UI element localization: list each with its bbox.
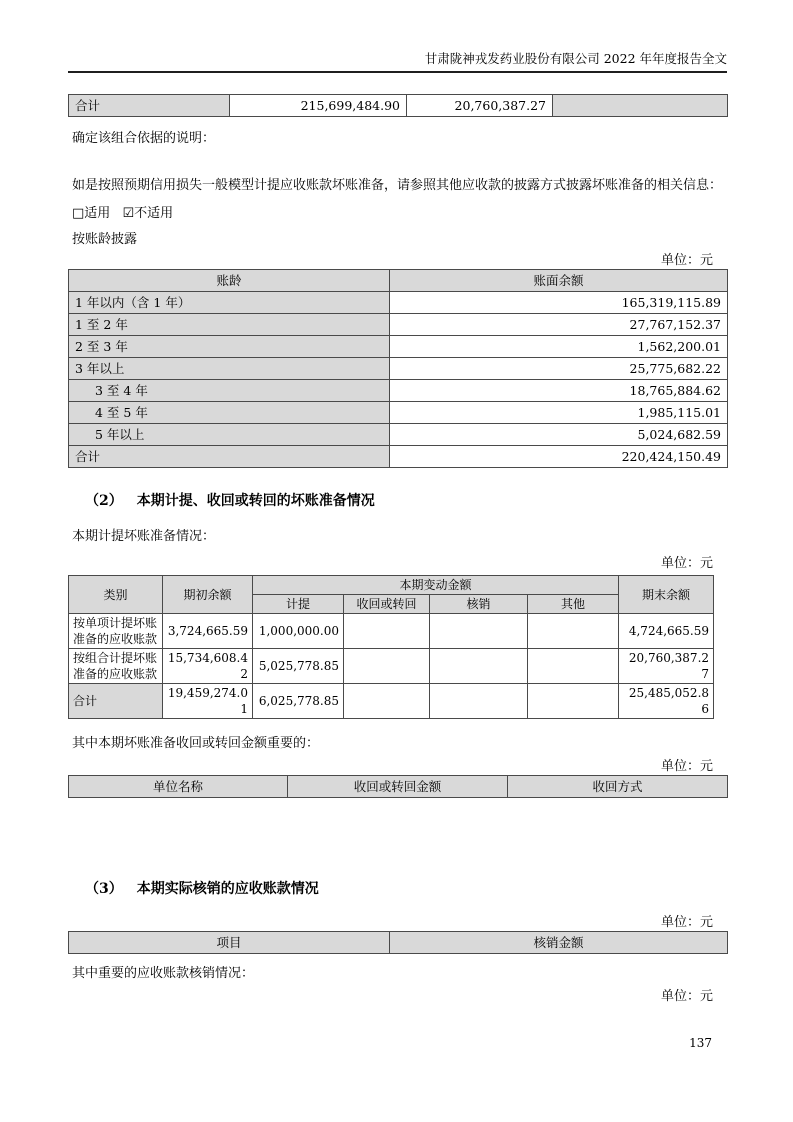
- item-header-cell: 项目: [69, 932, 390, 954]
- opening-cell: 15,734,608.42: [163, 649, 253, 684]
- aging-header-cell: 账龄: [69, 270, 390, 292]
- aging-value-cell: 1,985,115.01: [390, 402, 728, 424]
- aging-label-cell: 1 年以内（含 1 年）: [69, 292, 390, 314]
- total-balance2-cell: 20,760,387.27: [407, 95, 553, 117]
- table-row: [69, 402, 728, 424]
- unit-label: 单位：元: [660, 915, 713, 930]
- combo-basis-note: 确定该组合依据的说明：: [72, 131, 216, 146]
- category-header-cell: 类别: [69, 576, 163, 614]
- closing-cell: 4,724,665.59: [619, 614, 714, 649]
- unit-label: 单位：元: [660, 556, 713, 571]
- checkbox-checked-icon: ☑: [122, 206, 135, 221]
- category-cell: 按组合计提坏账准备的应收账款: [69, 649, 163, 684]
- section-3-number: （3）: [85, 881, 123, 897]
- aging-label-cell: 3 年以上: [69, 358, 390, 380]
- table-header-row: [69, 576, 714, 595]
- closing-header-cell: 期末余额: [619, 576, 714, 614]
- applicability-line: [68, 205, 727, 222]
- writeoff-amount-header-cell: 核销金额: [390, 932, 728, 954]
- aging-value-cell: 27,767,152.37: [390, 314, 728, 336]
- aging-value-cell: 18,765,884.62: [390, 380, 728, 402]
- aging-label-cell: 2 至 3 年: [69, 336, 390, 358]
- total-balance1-cell: 215,699,484.90: [230, 95, 407, 117]
- opening-cell: 3,724,665.59: [163, 614, 253, 649]
- applicable-label: 适用: [84, 206, 111, 221]
- aging-total-value-cell: 220,424,150.49: [390, 446, 728, 468]
- unit-name-header-cell: 单位名称: [69, 776, 288, 798]
- recover-cell: [344, 614, 430, 649]
- section-2-heading: [68, 490, 727, 510]
- carryover-total-table: [68, 94, 728, 117]
- unit-label: 单位：元: [660, 759, 713, 774]
- recovery-intro-note: 其中本期坏账准备收回或转回金额重要的：: [72, 736, 320, 751]
- aging-label-cell: 4 至 5 年: [69, 402, 390, 424]
- table-row: [69, 95, 728, 117]
- writeoff-table: [68, 931, 728, 954]
- closing-cell: 20,760,387.27: [619, 649, 714, 684]
- section-3-title: 本期实际核销的应收账款情况: [136, 881, 319, 897]
- table-row: [69, 336, 728, 358]
- other-cell: [528, 614, 619, 649]
- unit-label: 单位：元: [660, 253, 713, 268]
- recover-cell: [344, 684, 430, 719]
- total-empty-cell: [553, 95, 728, 117]
- not-applicable-option: [122, 206, 173, 221]
- page-number: 137: [689, 1036, 712, 1050]
- table-row: [69, 614, 714, 649]
- total-label-cell: 合计: [69, 95, 230, 117]
- table-header-row: [69, 776, 728, 798]
- table-row: [69, 314, 728, 336]
- table-header-row: [69, 270, 728, 292]
- writeoff-cell: [430, 684, 528, 719]
- other-header-cell: 其他: [528, 595, 619, 614]
- aging-label-cell: 1 至 2 年: [69, 314, 390, 336]
- opening-cell: 19,459,274.01: [163, 684, 253, 719]
- table-row: [69, 446, 728, 468]
- writeoff-intro-note: 其中重要的应收账款核销情况：: [72, 966, 255, 981]
- header-title: 甘肃陇神戎发药业股份有限公司 2022 年年度报告全文: [68, 50, 727, 73]
- table-row: [69, 684, 714, 719]
- not-applicable-label: 不适用: [134, 206, 174, 221]
- section-2-title: 本期计提、收回或转回的坏账准备情况: [136, 493, 375, 509]
- applicable-option: [72, 206, 110, 221]
- recover-amount-header-cell: 收回或转回金额: [288, 776, 508, 798]
- aging-value-cell: 5,024,682.59: [390, 424, 728, 446]
- aging-table: [68, 269, 728, 468]
- aging-label-cell: 3 至 4 年: [69, 380, 390, 402]
- provision-intro-note: 本期计提坏账准备情况：: [72, 529, 216, 544]
- opening-header-cell: 期初余额: [163, 576, 253, 614]
- table-header-row: [69, 932, 728, 954]
- recover-header-cell: 收回或转回: [344, 595, 430, 614]
- provision-change-table: [68, 575, 714, 719]
- closing-cell: 25,485,052.86: [619, 684, 714, 719]
- table-row: [69, 380, 728, 402]
- balance-header-cell: 账面余额: [390, 270, 728, 292]
- ecl-note: 如是按照预期信用损失一般模型计提应收账款坏账准备，请参照其他应收款的披露方式披露坏账准备的相关信息：: [72, 178, 723, 193]
- recover-method-header-cell: 收回方式: [508, 776, 728, 798]
- accrual-cell: 5,025,778.85: [253, 649, 344, 684]
- section-3-heading: [68, 878, 727, 898]
- other-cell: [528, 684, 619, 719]
- table-row: [69, 292, 728, 314]
- checkbox-unchecked-icon: □: [72, 206, 85, 221]
- writeoff-cell: [430, 614, 528, 649]
- recovery-table: [68, 775, 728, 798]
- aging-label-cell: 5 年以上: [69, 424, 390, 446]
- unit-label: 单位：元: [660, 989, 713, 1004]
- accrual-cell: 6,025,778.85: [253, 684, 344, 719]
- aging-value-cell: 1,562,200.01: [390, 336, 728, 358]
- aging-value-cell: 165,319,115.89: [390, 292, 728, 314]
- writeoff-header-cell: 核销: [430, 595, 528, 614]
- aging-total-label-cell: 合计: [69, 446, 390, 468]
- accrual-header-cell: 计提: [253, 595, 344, 614]
- change-group-header-cell: 本期变动金额: [253, 576, 619, 595]
- table-row: [69, 358, 728, 380]
- aging-value-cell: 25,775,682.22: [390, 358, 728, 380]
- total-category-cell: 合计: [69, 684, 163, 719]
- recover-cell: [344, 649, 430, 684]
- aging-disclosure-note: 按账龄披露: [72, 232, 138, 247]
- category-cell: 按单项计提坏账准备的应收账款: [69, 614, 163, 649]
- accrual-cell: 1,000,000.00: [253, 614, 344, 649]
- table-row: [69, 649, 714, 684]
- section-2-number: （2）: [85, 493, 123, 509]
- writeoff-cell: [430, 649, 528, 684]
- other-cell: [528, 649, 619, 684]
- table-row: [69, 424, 728, 446]
